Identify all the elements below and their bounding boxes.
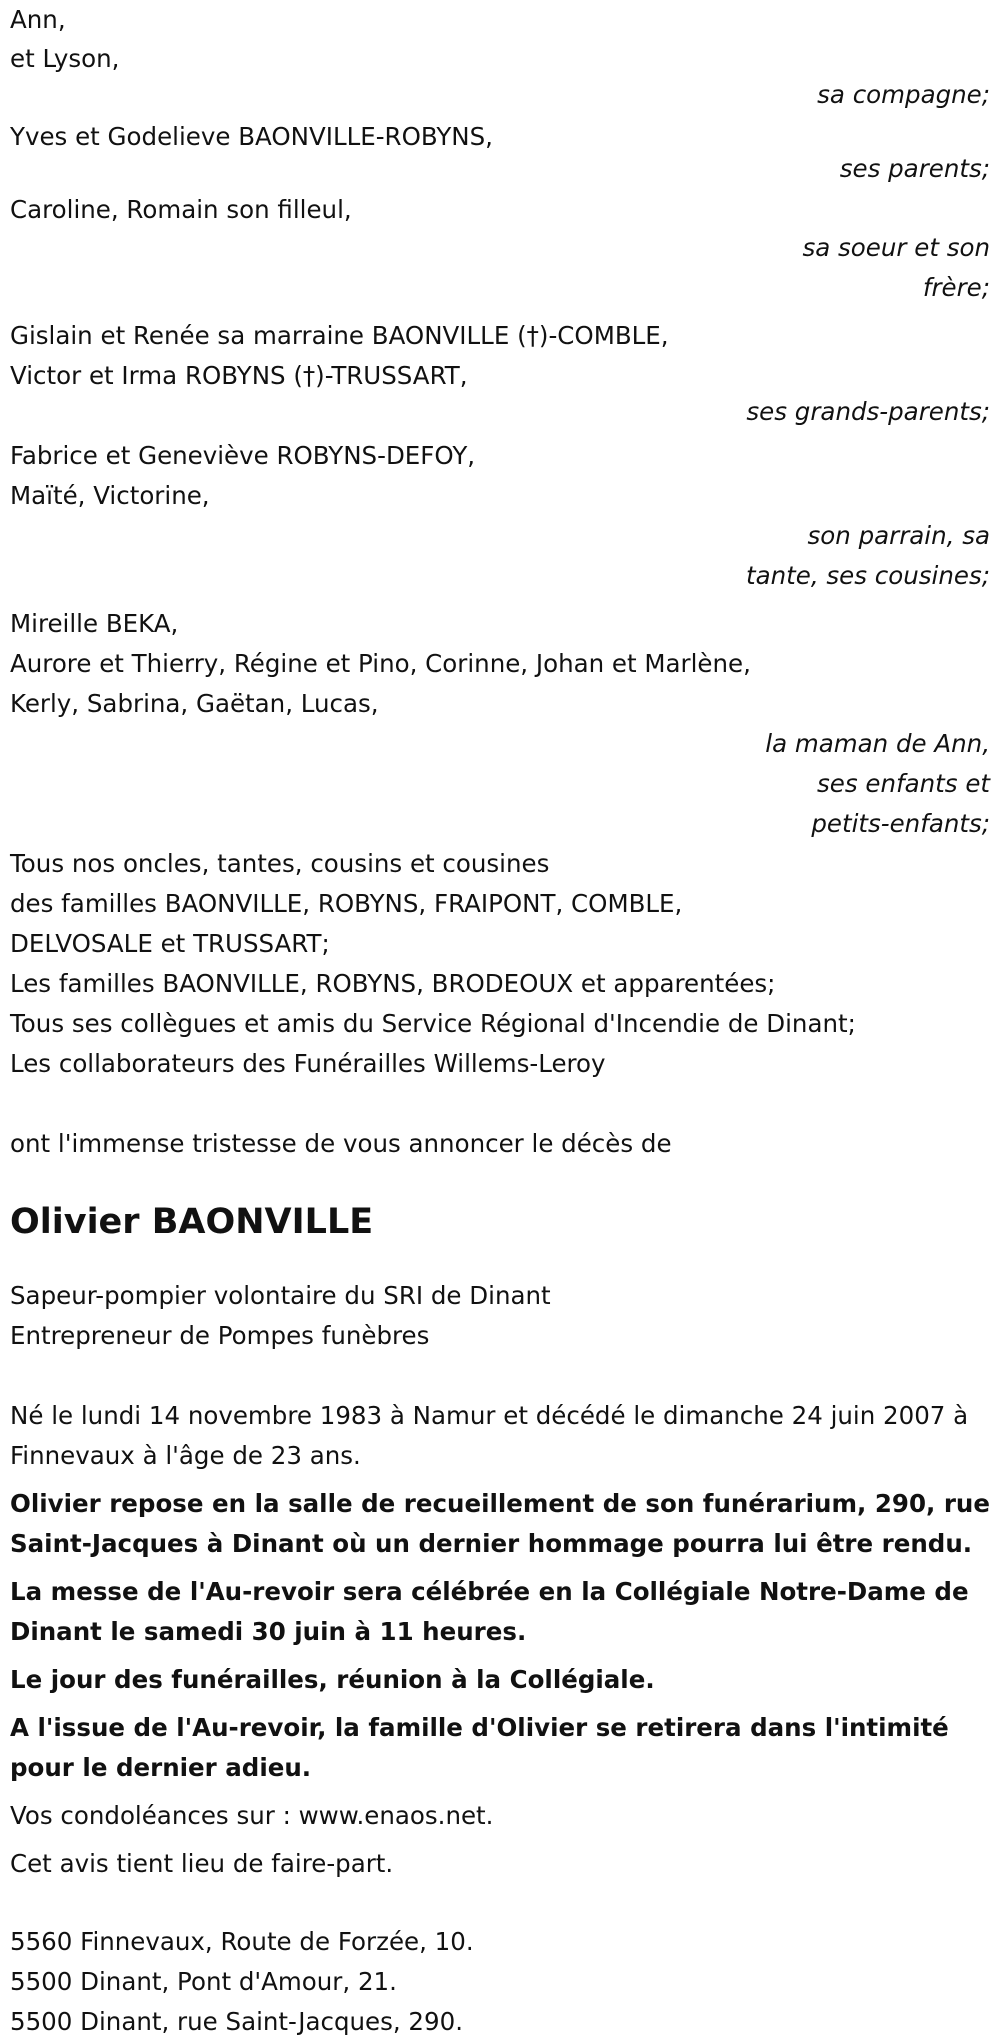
- family-line: Gislain et Renée sa marraine BAONVILLE (†)-COMBLE,: [10, 321, 669, 350]
- addresses: [10, 1922, 992, 2042]
- family-line: Yves et Godelieve BAONVILLE-ROBYNS,: [10, 122, 493, 151]
- family-group-grandparents: [10, 316, 992, 428]
- family-line: Maïté, Victorine,: [10, 481, 210, 510]
- family-line: Caroline, Romain son filleul,: [10, 195, 352, 224]
- rest-place-text: Olivier repose en la salle de recueillement de son funérarium, 290, rue Saint-Jacques à Dinant où un dernier hommage pourra lui être rendu.: [10, 1489, 990, 1558]
- others-line: Les collaborateurs des Funérailles Willems-Leroy: [10, 1049, 606, 1078]
- relation-label: sa soeur et son: [802, 233, 990, 262]
- family-group-parents: [10, 120, 992, 184]
- family-line: Fabrice et Geneviève ROBYNS-DEFOY,: [10, 441, 476, 470]
- relation-label: ses enfants et: [817, 769, 990, 798]
- announcement-text: ont l'immense tristesse de vous annoncer le décès de: [10, 1129, 672, 1158]
- family-group-siblings: [10, 192, 992, 308]
- relation-label: frère;: [922, 273, 990, 302]
- farewell-text: A l'issue de l'Au-revoir, la famille d'Olivier se retirera dans l'intimité pour le dernier adieu.: [10, 1713, 949, 1782]
- family-group-godparent: [10, 436, 992, 596]
- deceased-title: Sapeur-pompier volontaire du SRI de Dinant: [10, 1281, 551, 1310]
- family-line: Aurore et Thierry, Régine et Pino, Corinne, Johan et Marlène,: [10, 649, 751, 678]
- address-line: 5500 Dinant, rue Saint-Jacques, 290.: [10, 2007, 463, 2036]
- relation-label: ses parents;: [839, 154, 990, 183]
- relation-label: tante, ses cousines;: [746, 561, 990, 590]
- deceased-titles: [10, 1276, 992, 1356]
- mass-text: La messe de l'Au-revoir sera célébrée en la Collégiale Notre-Dame de Dinant le samedi 30 juin à 11 heures.: [10, 1577, 969, 1646]
- deceased-title: Entrepreneur de Pompes funèbres: [10, 1321, 430, 1350]
- relation-label: la maman de Ann,: [765, 729, 990, 758]
- family-line: et Lyson,: [10, 44, 120, 73]
- condolences-text: Vos condoléances sur : www.enaos.net.: [10, 1801, 494, 1830]
- others-line: Tous nos oncles, tantes, cousins et cousines: [10, 849, 550, 878]
- relation-label: petits-enfants;: [811, 809, 990, 838]
- family-group-ann-mother: [10, 604, 992, 844]
- family-others: [10, 844, 992, 1084]
- relation-label: sa compagne;: [817, 80, 990, 109]
- family-group-partner: [10, 0, 992, 112]
- deceased-name: Olivier BAONVILLE: [10, 1202, 374, 1242]
- address-line: 5500 Dinant, Pont d'Amour, 21.: [10, 1967, 397, 1996]
- family-line: Kerly, Sabrina, Gaëtan, Lucas,: [10, 689, 379, 718]
- others-line: Les familles BAONVILLE, ROBYNS, BRODEOUX et apparentées;: [10, 969, 776, 998]
- family-line: Ann,: [10, 5, 66, 34]
- birth-death-text: Né le lundi 14 novembre 1983 à Namur et décédé le dimanche 24 juin 2007 à Finnevaux à l'âge de 23 ans.: [10, 1401, 969, 1470]
- meeting-text: Le jour des funérailles, réunion à la Collégiale.: [10, 1665, 655, 1694]
- funeral-details: [10, 1396, 992, 1884]
- relation-label: son parrain, sa: [807, 521, 990, 550]
- family-line: Victor et Irma ROBYNS (†)-TRUSSART,: [10, 361, 468, 390]
- notice-text: Cet avis tient lieu de faire-part.: [10, 1849, 394, 1878]
- family-line: Mireille BEKA,: [10, 609, 179, 638]
- others-line: Tous ses collègues et amis du Service Régional d'Incendie de Dinant;: [10, 1009, 856, 1038]
- address-line: 5560 Finnevaux, Route de Forzée, 10.: [10, 1927, 474, 1956]
- relation-label: ses grands-parents;: [746, 397, 990, 426]
- others-line: des familles BAONVILLE, ROBYNS, FRAIPONT, COMBLE,: [10, 889, 683, 918]
- others-line: DELVOSALE et TRUSSART;: [10, 929, 330, 958]
